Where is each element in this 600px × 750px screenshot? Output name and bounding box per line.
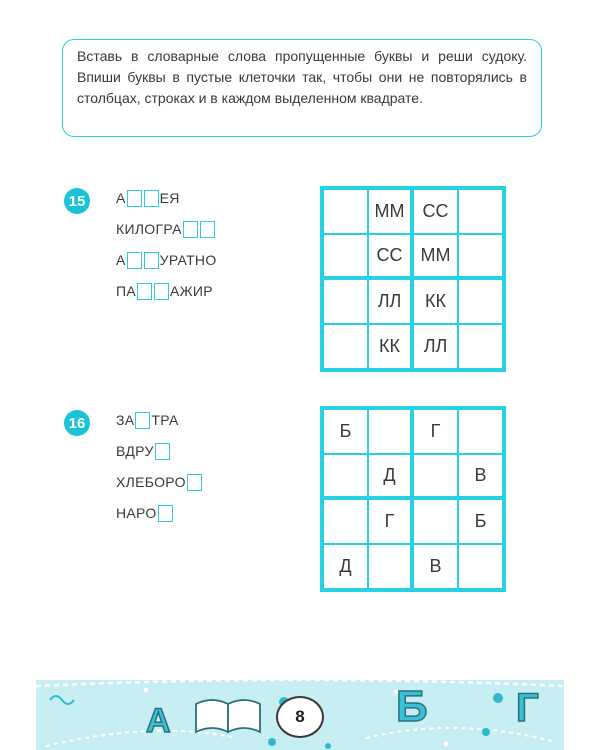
word-part: ТРА bbox=[151, 412, 179, 428]
sudoku-cell[interactable] bbox=[413, 454, 458, 499]
sudoku-cell[interactable]: В bbox=[413, 544, 458, 589]
word-part: АЖИР bbox=[170, 283, 213, 299]
task-15-word-2 bbox=[116, 219, 216, 239]
sudoku-cell[interactable]: ЛЛ bbox=[368, 279, 413, 324]
sudoku-cell[interactable] bbox=[323, 189, 368, 234]
sudoku-cell[interactable] bbox=[458, 409, 503, 454]
letter-blank[interactable] bbox=[144, 252, 159, 269]
sudoku-cell[interactable]: Г bbox=[413, 409, 458, 454]
sudoku-cell[interactable]: КК bbox=[413, 279, 458, 324]
decor-letter-a: А bbox=[146, 702, 171, 740]
task-15-number: 15 bbox=[64, 188, 90, 214]
sudoku-cell[interactable]: СС bbox=[413, 189, 458, 234]
decor-letter-b: Б bbox=[396, 682, 428, 731]
word-part: А bbox=[116, 190, 126, 206]
word-part: ХЛЕБОРО bbox=[116, 474, 186, 490]
instruction-text: Вставь в словарные слова пропущенные буквы и реши судоку. Впиши буквы в пустые клеточки так, чтобы они не повторялись в столбцах, строках и в каждом выделенном квадрате. bbox=[77, 48, 527, 106]
sudoku-cell[interactable] bbox=[413, 499, 458, 544]
sudoku-cell[interactable] bbox=[458, 324, 503, 369]
task-16-word-3 bbox=[116, 472, 203, 492]
letter-blank[interactable] bbox=[127, 190, 142, 207]
sudoku-cell[interactable]: ММ bbox=[413, 234, 458, 279]
letter-blank[interactable] bbox=[127, 252, 142, 269]
letter-blank[interactable] bbox=[183, 221, 198, 238]
task-16-number: 16 bbox=[64, 410, 90, 436]
task-16-word-2 bbox=[116, 441, 171, 461]
word-part: ЕЯ bbox=[159, 190, 180, 206]
word-part: КИЛОГРА bbox=[116, 221, 182, 237]
page-number: 8 bbox=[276, 696, 324, 738]
sudoku-cell[interactable] bbox=[368, 544, 413, 589]
word-part: ПА bbox=[116, 283, 137, 299]
sudoku-cell[interactable] bbox=[323, 324, 368, 369]
letter-blank[interactable] bbox=[200, 221, 215, 238]
word-part: ВДРУ bbox=[116, 443, 154, 459]
letter-blank[interactable] bbox=[137, 283, 152, 300]
word-part: ЗА bbox=[116, 412, 135, 428]
sudoku-cell[interactable] bbox=[368, 409, 413, 454]
word-part: А bbox=[116, 252, 126, 268]
word-part: УРАТНО bbox=[159, 252, 217, 268]
sudoku-cell[interactable] bbox=[458, 189, 503, 234]
sudoku-cell[interactable] bbox=[323, 279, 368, 324]
sudoku-cell[interactable] bbox=[323, 499, 368, 544]
decor-letter-g: Г bbox=[516, 686, 539, 730]
sudoku-grid-15 bbox=[320, 186, 506, 372]
sudoku-cell[interactable] bbox=[458, 279, 503, 324]
task-15-word-1 bbox=[116, 188, 180, 208]
sudoku-cell[interactable]: ЛЛ bbox=[413, 324, 458, 369]
word-part: НАРО bbox=[116, 505, 157, 521]
letter-blank[interactable] bbox=[154, 283, 169, 300]
instruction-box bbox=[62, 39, 542, 137]
letter-blank[interactable] bbox=[187, 474, 202, 491]
sudoku-cell[interactable]: КК bbox=[368, 324, 413, 369]
letter-blank[interactable] bbox=[144, 190, 159, 207]
letter-blank[interactable] bbox=[155, 443, 170, 460]
sudoku-cell[interactable] bbox=[323, 454, 368, 499]
sudoku-cell[interactable]: В bbox=[458, 454, 503, 499]
sudoku-cell[interactable] bbox=[458, 234, 503, 279]
sudoku-cell[interactable]: Д bbox=[323, 544, 368, 589]
task-16-word-1 bbox=[116, 410, 179, 430]
sudoku-cell[interactable]: Б bbox=[323, 409, 368, 454]
footer-decoration bbox=[36, 680, 564, 750]
letter-blank[interactable] bbox=[135, 412, 150, 429]
sudoku-cell[interactable] bbox=[458, 544, 503, 589]
sudoku-cell[interactable]: Г bbox=[368, 499, 413, 544]
sudoku-cell[interactable] bbox=[323, 234, 368, 279]
sudoku-cell[interactable]: СС bbox=[368, 234, 413, 279]
sudoku-cell[interactable]: Б bbox=[458, 499, 503, 544]
task-15-word-4 bbox=[116, 281, 213, 301]
sudoku-cell[interactable]: Д bbox=[368, 454, 413, 499]
sudoku-cell[interactable]: ММ bbox=[368, 189, 413, 234]
letter-blank[interactable] bbox=[158, 505, 173, 522]
task-16-word-4 bbox=[116, 503, 174, 523]
sudoku-grid-16 bbox=[320, 406, 506, 592]
task-15-word-3 bbox=[116, 250, 217, 270]
